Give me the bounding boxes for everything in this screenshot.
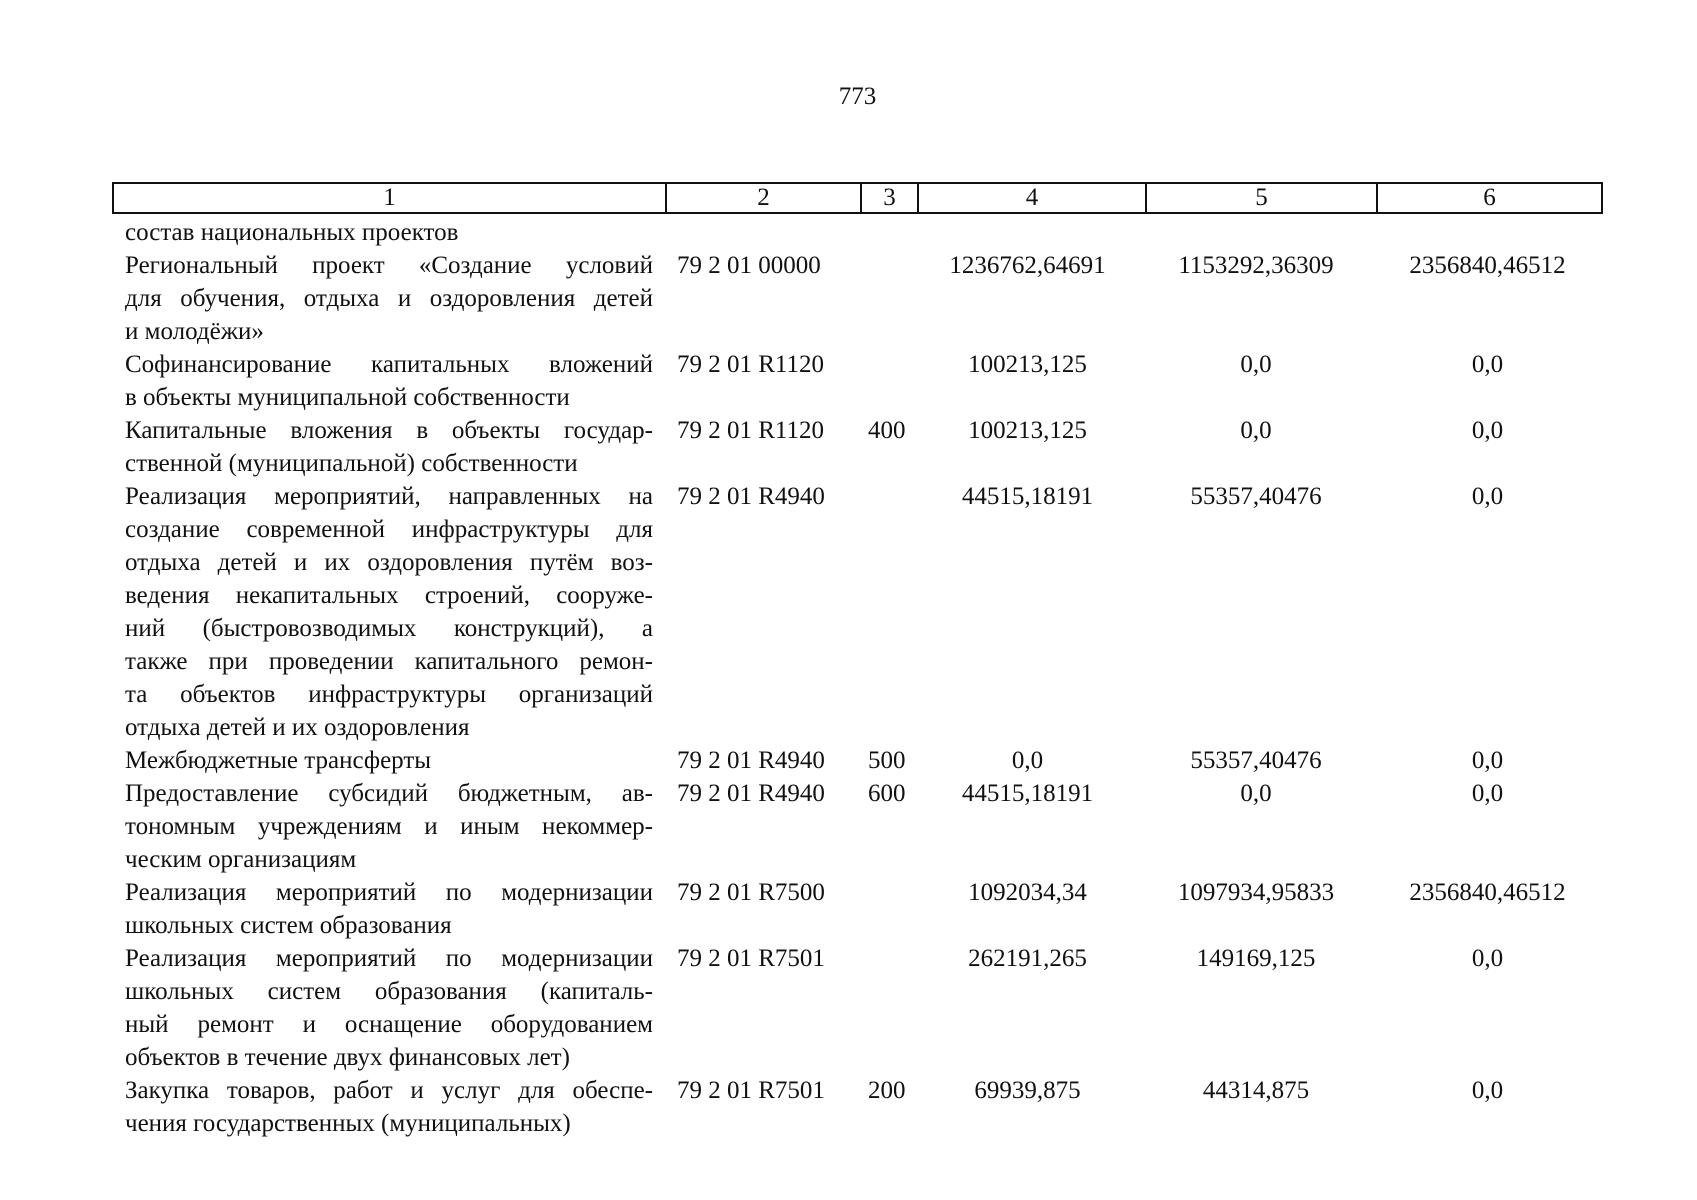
row-value-col6: 0,0 (1471, 945, 1504, 972)
page-number: 773 (838, 83, 877, 110)
row-value-col5: 0,0 (1240, 417, 1272, 444)
row-value-col4: 100213,125 (968, 417, 1087, 444)
row-name-line: ный ремонт и оснащение оборудованием (125, 1011, 653, 1038)
table-body (0, 216, 1697, 1140)
row-expense-kind: 600 (868, 780, 906, 807)
row-code: 79 2 01 R1120 (677, 417, 824, 444)
row-expense-kind: 500 (868, 747, 906, 774)
row-value-col4: 0,0 (1011, 747, 1044, 774)
row-value-col4: 262191,265 (968, 945, 1087, 972)
row-expense-kind: 400 (868, 417, 906, 444)
row-value-col4: 100213,125 (968, 351, 1087, 378)
row-value-col6: 0,0 (1471, 780, 1504, 807)
row-name-line: ведения некапитальных строений, сооруже- (125, 582, 653, 609)
table-row (0, 216, 1697, 249)
row-value-col4: 1092034,34 (968, 879, 1087, 906)
row-value-col6: 0,0 (1471, 747, 1504, 774)
row-value-col5: 55357,40476 (1190, 747, 1322, 774)
row-code: 79 2 01 00000 (677, 252, 821, 279)
row-name-line: для обучения, отдыха и оздоровления детей (125, 285, 653, 312)
table-row (0, 744, 1697, 777)
row-value-col5: 55357,40476 (1190, 483, 1322, 510)
column-header-6: 6 (1483, 184, 1496, 211)
row-value-col6: 0,0 (1471, 351, 1504, 378)
row-code: 79 2 01 R4940 (677, 780, 825, 807)
row-name (125, 876, 653, 942)
row-name-line: объектов в течение двух финансовых лет) (125, 1044, 570, 1071)
row-value-col5: 0,0 (1240, 351, 1272, 378)
row-value-col4: 69939,875 (974, 1077, 1081, 1104)
row-value-col4: 44515,18191 (961, 483, 1094, 510)
row-name-line: Межбюджетные трансферты (125, 747, 432, 774)
table-row (0, 480, 1697, 744)
row-name (125, 216, 653, 249)
row-name-line: школьных систем образования (капиталь- (125, 978, 653, 1005)
row-name-line: Закупка товаров, работ и услуг для обеспе- (125, 1077, 653, 1104)
row-name-line: ческим организациям (125, 846, 357, 873)
row-code: 79 2 01 R1120 (677, 351, 824, 378)
row-name-line: Реализация мероприятий по модернизации (125, 945, 653, 972)
row-name-line: та объектов инфраструктуры организаций (125, 681, 653, 708)
table-row (0, 876, 1697, 942)
row-name (125, 414, 653, 480)
row-name-line: состав национальных проектов (125, 219, 459, 246)
row-name (125, 777, 653, 876)
row-name-line: Реализация мероприятий по модернизации (125, 879, 653, 906)
row-code: 79 2 01 R4940 (677, 483, 825, 510)
row-value-col5: 149169,125 (1196, 945, 1316, 972)
row-value-col5: 0,0 (1240, 780, 1272, 807)
row-name-line: тономным учреждениям и иным некоммер- (125, 813, 653, 840)
row-code: 79 2 01 R4940 (677, 747, 825, 774)
table-row (0, 942, 1697, 1074)
row-code: 79 2 01 R7501 (677, 1077, 825, 1104)
column-header-1: 1 (114, 184, 667, 212)
row-name (125, 1074, 653, 1140)
row-value-col4: 44515,18191 (961, 780, 1094, 807)
column-header-2: 2 (667, 184, 862, 212)
row-value-col6: 2356840,46512 (1409, 879, 1566, 906)
row-name-line: Капитальные вложения в объекты государ- (125, 417, 653, 444)
row-value-col6: 0,0 (1471, 483, 1504, 510)
row-name (125, 348, 653, 414)
row-name-line: и молодёжи» (125, 318, 264, 345)
row-name-line: отдыха детей и их оздоровления (125, 714, 470, 741)
table-row (0, 777, 1697, 876)
row-name (125, 744, 653, 777)
row-name-line: ственной (муниципальной) собственности (125, 450, 578, 477)
row-name (125, 942, 653, 1074)
column-header-4: 4 (919, 184, 1147, 212)
row-value-col5: 1097934,95833 (1177, 879, 1335, 906)
row-name-line: Софинансирование капитальных вложений (125, 351, 653, 378)
column-header-3: 3 (862, 184, 919, 212)
table-row (0, 348, 1697, 414)
row-value-col6: 0,0 (1471, 1077, 1504, 1104)
row-name-line: также при проведении капитального ремон- (125, 648, 653, 675)
row-name-line: в объекты муниципальной собственности (125, 384, 570, 411)
row-name-line: Предоставление субсидий бюджетным, ав- (125, 780, 653, 807)
column-header-5: 5 (1147, 184, 1378, 212)
row-name (125, 249, 653, 348)
row-value-col6: 2356840,46512 (1409, 252, 1566, 279)
row-value-col5: 1153292,36309 (1178, 252, 1334, 279)
row-code: 79 2 01 R7500 (677, 879, 825, 906)
table-row (0, 1074, 1697, 1140)
row-name-line: отдыха детей и их оздоровления путём воз- (125, 549, 653, 576)
table-row (0, 414, 1697, 480)
row-value-col5: 44314,875 (1202, 1077, 1310, 1104)
row-name (125, 480, 653, 744)
row-value-col6: 0,0 (1471, 417, 1504, 444)
row-value-col4: 1236762,64691 (949, 252, 1106, 279)
table-row (0, 249, 1697, 348)
row-name-line: чения государственных (муниципальных) (125, 1110, 571, 1137)
row-name-line: ний (быстровозводимых конструкций), а (125, 615, 653, 642)
row-expense-kind: 200 (868, 1077, 906, 1104)
row-name-line: школьных систем образования (125, 912, 452, 939)
table-header (112, 182, 1603, 214)
row-code: 79 2 01 R7501 (677, 945, 825, 972)
row-name-line: Реализация мероприятий, направленных на (125, 483, 653, 510)
row-name-line: создание современной инфраструктуры для (125, 516, 653, 543)
row-name-line: Региональный проект «Создание условий (125, 252, 653, 279)
